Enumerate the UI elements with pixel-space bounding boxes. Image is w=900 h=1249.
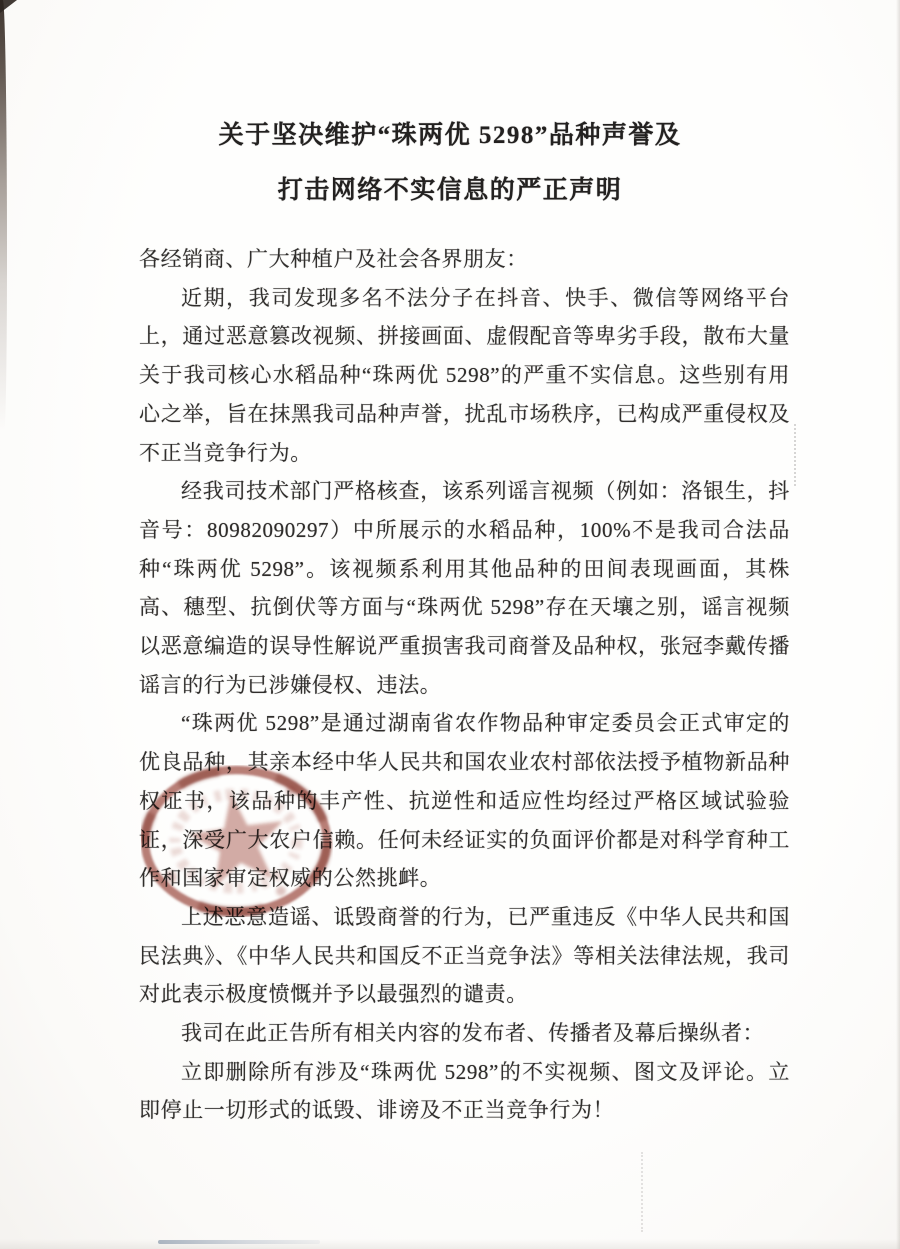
scan-artifact-dotted-line	[641, 1152, 643, 1232]
paragraph: 立即删除所有涉及“珠两优 5298”的不实视频、图文及评论。立即停止一切形式的诋毁、诽谤及不正当竞争行为！	[139, 1059, 790, 1123]
scan-artifact-dotted-line	[794, 424, 796, 486]
salutation: 各经销商、广大种植户及社会各界朋友：	[139, 247, 528, 271]
page-edge-shadow-left	[0, 0, 7, 430]
paragraph: 上述恶意造谣、诋毁商誉的行为，已严重违反《中华人民共和国民法典》、《中华人民共和国反不正当竞争法》等相关法律法规，我司对此表示极度愤慨并予以最强烈的谴责。	[139, 904, 790, 1007]
document-body	[139, 240, 790, 1130]
document-title-line2: 打击网络不实信息的严正声明	[277, 177, 623, 204]
page-edge-shadow-bottom	[0, 1239, 900, 1249]
paragraph: 我司在此正告所有相关内容的发布者、传播者及幕后操纵者：	[181, 1021, 765, 1046]
paragraph: 近期，我司发现多名不法分子在抖音、快手、微信等网络平台上，通过恶意篡改视频、拼接画面、虚假配音等卑劣手段，散布大量关于我司核心水稻品种“珠两优 5298”的严重不实信息。这些别有用心之举，旨在抹黑我司品种声誉，扰乱市场秩序，已构成严重侵权及不正当竞争行为。	[139, 285, 790, 465]
paragraph: 经我司技术部门严格核查，该系列谣言视频（例如：洛银生，抖音号：80982090297）中所展示的水稻品种，100%不是我司合法品种“珠两优 5298”。该视频系利用其他品种的田间表现画面，其株高、穗型、抗倒伏等方面与“珠两优 5298”存在天壤之别，谣言视频以恶意编造的误导性解说严重损害我司商誉及品种权，张冠李戴传播谣言的行为已涉嫌侵权、违法。	[139, 479, 790, 697]
scan-artifact-blue-line	[158, 1240, 320, 1244]
document-title-line1: 关于坚决维护“珠两优 5298”品种声誉及	[218, 122, 682, 149]
paragraph: “珠两优 5298”是通过湖南省农作物品种审定委员会正式审定的优良品种，其亲本经中华人民共和国农业农村部依法授予植物新品种权证书，该品种的丰产性、抗逆性和适应性均经过严格区域试验验证，深受广大农户信赖。任何未经证实的负面评价都是对科学育种工作和国家审定权威的公然挑衅。	[139, 711, 790, 891]
